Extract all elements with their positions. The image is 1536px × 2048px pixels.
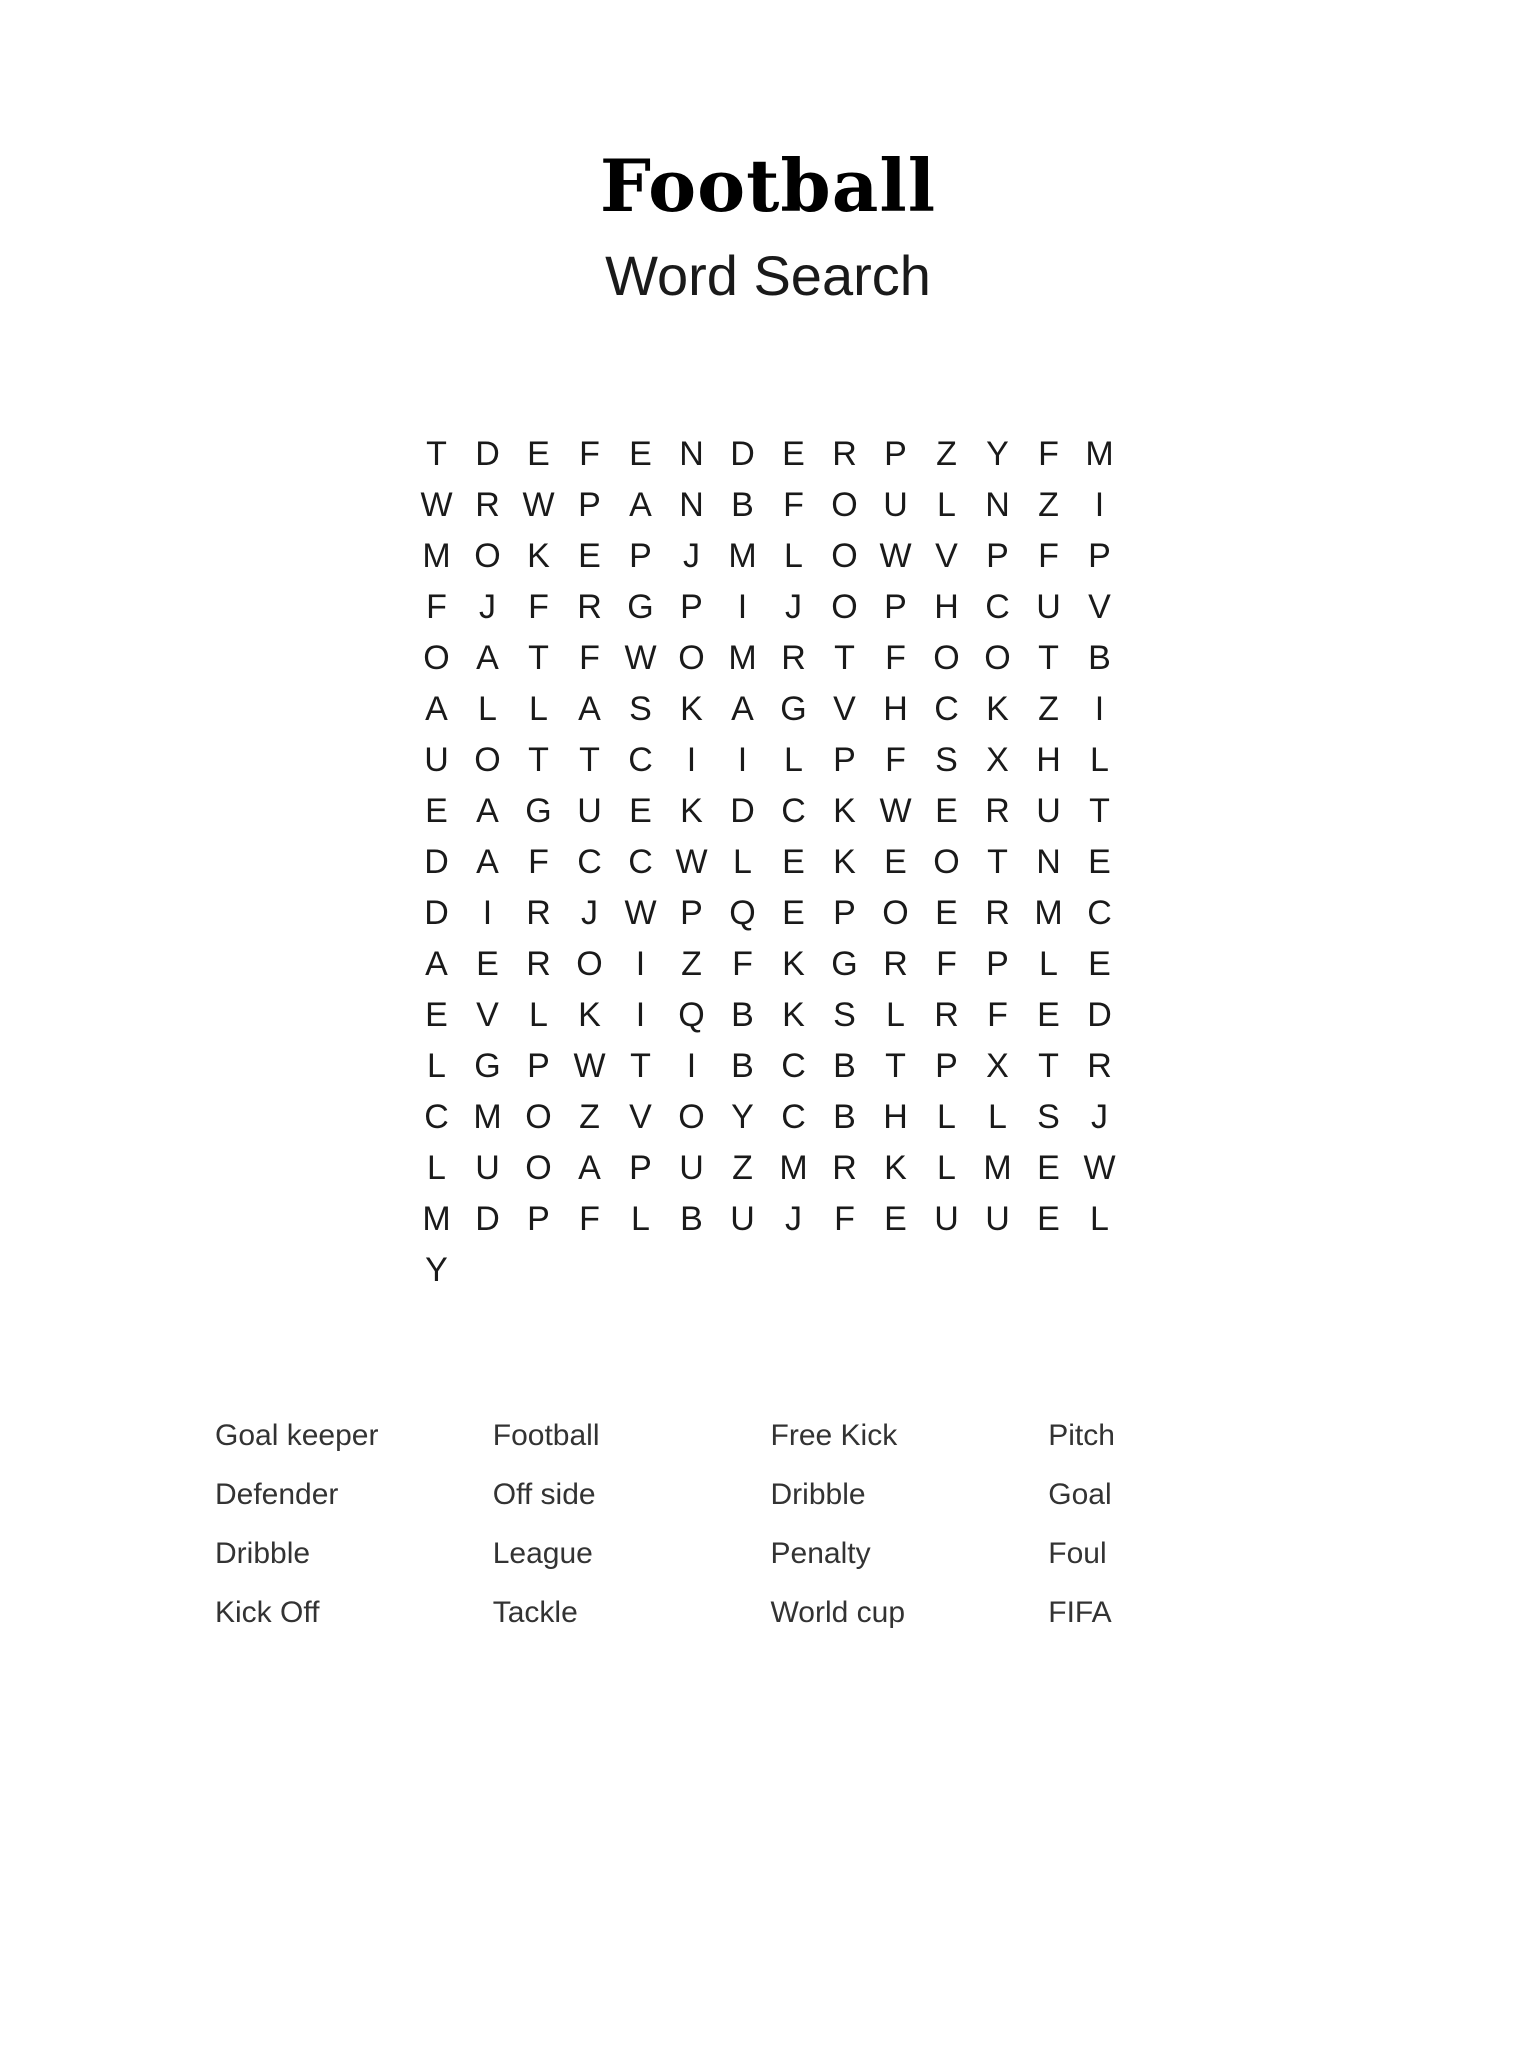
grid-letter: A — [476, 792, 499, 831]
word-list-item: Tackle — [492, 1596, 578, 1630]
grid-letter: E — [1088, 945, 1111, 984]
grid-letter: R — [934, 996, 959, 1035]
grid-letter: G — [831, 945, 858, 984]
grid-letter: A — [578, 1149, 601, 1188]
grid-letter: M — [422, 537, 451, 576]
grid-letter: P — [629, 537, 652, 576]
grid-letter: S — [935, 741, 958, 780]
grid-letter: A — [476, 843, 499, 882]
grid-letter: T — [426, 435, 447, 474]
word-list-item: Free Kick — [770, 1419, 898, 1453]
grid-letter: W — [879, 792, 912, 831]
grid-letter: L — [1090, 741, 1109, 780]
grid-letter: Y — [731, 1098, 754, 1137]
grid-letter: E — [476, 945, 499, 984]
grid-letter: J — [683, 537, 700, 576]
word-list-item: Defender — [215, 1478, 339, 1512]
grid-letter: P — [578, 486, 601, 525]
grid-letter: E — [935, 894, 958, 933]
grid-letter: F — [783, 486, 804, 525]
grid-letter: M — [422, 1200, 451, 1239]
grid-letter: X — [986, 741, 1009, 780]
grid-letter: R — [526, 894, 551, 933]
grid-letter: E — [1037, 1200, 1060, 1239]
word-list-column — [771, 1406, 1049, 1642]
grid-letter: K — [527, 537, 550, 576]
word-list-item: Dribble — [215, 1537, 311, 1571]
grid-letter: O — [678, 639, 705, 678]
grid-letter: K — [884, 1149, 907, 1188]
grid-letter: L — [1090, 1200, 1109, 1239]
grid-letter: O — [882, 894, 909, 933]
grid-letter: N — [679, 486, 704, 525]
grid-letter: D — [730, 792, 755, 831]
grid-letter: R — [832, 1149, 857, 1188]
grid-letter: K — [833, 843, 856, 882]
grid-letter: F — [936, 945, 957, 984]
grid-letter: C — [781, 792, 806, 831]
word-list-column — [1048, 1406, 1326, 1642]
grid-letter: P — [884, 588, 907, 627]
grid-letter: B — [833, 1047, 856, 1086]
grid-letter: U — [679, 1149, 704, 1188]
grid-letter: G — [627, 588, 654, 627]
grid-letter: E — [782, 894, 805, 933]
grid-letter: H — [883, 690, 908, 729]
grid-letter: U — [577, 792, 602, 831]
grid-letter: F — [579, 1200, 600, 1239]
puzzle-grid-container — [0, 429, 1536, 1296]
word-list-item: Kick Off — [215, 1596, 320, 1630]
grid-letter: U — [1036, 588, 1061, 627]
word-list-item: Goal — [1048, 1478, 1112, 1512]
grid-letter: O — [984, 639, 1011, 678]
grid-letter: F — [885, 741, 906, 780]
grid-letter: L — [427, 1149, 446, 1188]
grid-letter: T — [987, 843, 1008, 882]
word-list-item: Penalty — [770, 1537, 871, 1571]
grid-letter: F — [426, 588, 447, 627]
grid-letter: F — [579, 435, 600, 474]
grid-letter: W — [879, 537, 912, 576]
grid-letter: J — [785, 1200, 802, 1239]
grid-letter: O — [831, 588, 858, 627]
grid-letter: O — [933, 639, 960, 678]
grid-letter: T — [579, 741, 600, 780]
grid-letter: I — [686, 1047, 697, 1086]
grid-letter: Z — [579, 1098, 600, 1137]
grid-letter: P — [680, 588, 703, 627]
grid-letter: K — [833, 792, 856, 831]
grid-letter: L — [784, 537, 803, 576]
grid-letter: E — [782, 843, 805, 882]
grid-letter: F — [1038, 537, 1059, 576]
grid-letter: M — [779, 1149, 808, 1188]
grid-letter: O — [831, 486, 858, 525]
grid-letter: N — [985, 486, 1010, 525]
grid-letter: U — [883, 486, 908, 525]
grid-letter: P — [680, 894, 703, 933]
grid-letter: W — [624, 894, 657, 933]
grid-letter: U — [424, 741, 449, 780]
grid-letter: B — [833, 1098, 856, 1137]
grid-letter: L — [427, 1047, 446, 1086]
grid-letter: C — [1087, 894, 1112, 933]
grid-letter: O — [474, 741, 501, 780]
word-list-item: Football — [492, 1419, 600, 1453]
grid-letter: T — [528, 741, 549, 780]
grid-letter: U — [1036, 792, 1061, 831]
grid-letter: I — [686, 741, 697, 780]
grid-letter: T — [630, 1047, 651, 1086]
grid-letter: W — [522, 486, 555, 525]
grid-letter: P — [527, 1047, 550, 1086]
grid-letter: Z — [681, 945, 702, 984]
grid-letter: E — [935, 792, 958, 831]
grid-letter: S — [1037, 1098, 1060, 1137]
grid-letter: I — [482, 894, 493, 933]
grid-letter: I — [737, 588, 748, 627]
grid-letter: E — [425, 996, 448, 1035]
grid-letter: K — [680, 690, 703, 729]
grid-letter: B — [680, 1200, 703, 1239]
grid-letter: H — [883, 1098, 908, 1137]
grid-letter: E — [884, 843, 907, 882]
grid-letter: G — [780, 690, 807, 729]
grid-letter: V — [935, 537, 958, 576]
grid-letter: E — [527, 435, 550, 474]
grid-letter: T — [834, 639, 855, 678]
grid-letter: I — [1094, 486, 1105, 525]
grid-letter: W — [624, 639, 657, 678]
grid-letter: W — [675, 843, 708, 882]
grid-letter: Q — [729, 894, 756, 933]
grid-letter: F — [987, 996, 1008, 1035]
grid-letter: E — [1088, 843, 1111, 882]
grid-letter: V — [833, 690, 856, 729]
word-list-item: Dribble — [770, 1478, 866, 1512]
grid-letter: E — [629, 792, 652, 831]
grid-letter: L — [478, 690, 497, 729]
grid-letter: K — [782, 996, 805, 1035]
grid-letter: H — [1036, 741, 1061, 780]
grid-letter: R — [985, 894, 1010, 933]
grid-letter: O — [525, 1149, 552, 1188]
grid-letter: I — [1094, 690, 1105, 729]
grid-letter: P — [833, 741, 856, 780]
grid-letter: Z — [936, 435, 957, 474]
word-list-item: League — [492, 1537, 593, 1571]
grid-letter: A — [425, 690, 448, 729]
grid-letter: P — [986, 945, 1009, 984]
grid-letter: C — [934, 690, 959, 729]
grid-letter: Z — [732, 1149, 753, 1188]
grid-letter: R — [781, 639, 806, 678]
grid-letter: E — [1037, 996, 1060, 1035]
word-list — [0, 1406, 1536, 1642]
grid-letter: J — [785, 588, 802, 627]
grid-letter: L — [631, 1200, 650, 1239]
grid-letter: T — [528, 639, 549, 678]
grid-letter: D — [475, 1200, 500, 1239]
grid-letter: L — [937, 1098, 956, 1137]
grid-letter: O — [423, 639, 450, 678]
word-list-item: FIFA — [1048, 1596, 1112, 1630]
grid-letter: G — [525, 792, 552, 831]
grid-letter: W — [1083, 1149, 1116, 1188]
grid-letter: E — [629, 435, 652, 474]
grid-letter: C — [985, 588, 1010, 627]
grid-letter: K — [680, 792, 703, 831]
grid-letter: O — [576, 945, 603, 984]
grid-letter: W — [573, 1047, 606, 1086]
grid-letter: J — [581, 894, 598, 933]
grid-letter: U — [934, 1200, 959, 1239]
word-list-item: World cup — [770, 1596, 906, 1630]
grid-letter: D — [424, 843, 449, 882]
grid-letter: L — [988, 1098, 1007, 1137]
grid-letter: L — [937, 486, 956, 525]
grid-letter: Y — [425, 1251, 448, 1290]
word-list-item: Goal keeper — [215, 1419, 379, 1453]
grid-letter: P — [527, 1200, 550, 1239]
grid-letter: M — [1034, 894, 1063, 933]
puzzle-grid — [411, 429, 1125, 1296]
grid-letter: E — [1037, 1149, 1060, 1188]
grid-letter: T — [1089, 792, 1110, 831]
word-list-column — [215, 1406, 493, 1642]
grid-letter: T — [1038, 639, 1059, 678]
grid-letter: R — [1087, 1047, 1112, 1086]
grid-letter: R — [526, 945, 551, 984]
grid-letter: T — [885, 1047, 906, 1086]
grid-letter: A — [425, 945, 448, 984]
page-subtitle: Word Search — [605, 244, 931, 307]
grid-letter: C — [424, 1098, 449, 1137]
grid-letter: L — [937, 1149, 956, 1188]
grid-letter: I — [635, 996, 646, 1035]
grid-letter: I — [635, 945, 646, 984]
grid-letter: O — [933, 843, 960, 882]
grid-letter: W — [420, 486, 453, 525]
grid-letter: A — [476, 639, 499, 678]
grid-letter: D — [424, 894, 449, 933]
grid-letter: P — [833, 894, 856, 933]
grid-letter: A — [629, 486, 652, 525]
grid-letter: N — [1036, 843, 1061, 882]
grid-letter: P — [1088, 537, 1111, 576]
grid-letter: A — [578, 690, 601, 729]
grid-letter: C — [577, 843, 602, 882]
grid-letter: L — [733, 843, 752, 882]
grid-letter: U — [475, 1149, 500, 1188]
grid-letter: C — [628, 741, 653, 780]
grid-letter: K — [578, 996, 601, 1035]
grid-letter: L — [529, 690, 548, 729]
grid-letter: S — [629, 690, 652, 729]
grid-letter: E — [782, 435, 805, 474]
grid-letter: H — [934, 588, 959, 627]
grid-letter: F — [732, 945, 753, 984]
grid-letter: Z — [1038, 486, 1059, 525]
word-list-item: Foul — [1048, 1537, 1107, 1571]
grid-letter: R — [832, 435, 857, 474]
grid-letter: K — [986, 690, 1009, 729]
grid-letter: I — [737, 741, 748, 780]
grid-letter: X — [986, 1047, 1009, 1086]
grid-letter: A — [731, 690, 754, 729]
grid-letter: G — [474, 1047, 501, 1086]
grid-letter: B — [731, 1047, 754, 1086]
grid-letter: Q — [678, 996, 705, 1035]
grid-letter: M — [728, 537, 757, 576]
grid-letter: J — [1091, 1098, 1108, 1137]
grid-letter: L — [886, 996, 905, 1035]
grid-letter: E — [884, 1200, 907, 1239]
grid-letter: O — [525, 1098, 552, 1137]
grid-letter: F — [885, 639, 906, 678]
grid-letter: M — [983, 1149, 1012, 1188]
grid-letter: V — [629, 1098, 652, 1137]
grid-letter: P — [935, 1047, 958, 1086]
grid-letter: M — [728, 639, 757, 678]
grid-letter: B — [731, 486, 754, 525]
grid-letter: F — [579, 639, 600, 678]
grid-letter: Y — [986, 435, 1009, 474]
grid-letter: P — [986, 537, 1009, 576]
grid-letter: N — [679, 435, 704, 474]
grid-letter: D — [1087, 996, 1112, 1035]
grid-letter: V — [1088, 588, 1111, 627]
grid-letter: U — [985, 1200, 1010, 1239]
grid-letter: C — [628, 843, 653, 882]
grid-letter: D — [730, 435, 755, 474]
word-list-item: Off side — [492, 1478, 596, 1512]
word-list-column — [493, 1406, 771, 1642]
grid-letter: E — [425, 792, 448, 831]
grid-letter: B — [731, 996, 754, 1035]
grid-letter: P — [629, 1149, 652, 1188]
grid-letter: C — [781, 1047, 806, 1086]
grid-letter: V — [476, 996, 499, 1035]
grid-letter: M — [473, 1098, 502, 1137]
grid-letter: S — [833, 996, 856, 1035]
grid-letter: M — [1085, 435, 1114, 474]
grid-letter: E — [578, 537, 601, 576]
grid-letter: F — [528, 588, 549, 627]
grid-letter: R — [985, 792, 1010, 831]
grid-letter: K — [782, 945, 805, 984]
grid-letter: B — [1088, 639, 1111, 678]
grid-letter: L — [1039, 945, 1058, 984]
grid-letter: O — [678, 1098, 705, 1137]
grid-letter: O — [474, 537, 501, 576]
grid-letter: U — [730, 1200, 755, 1239]
grid-letter: Z — [1038, 690, 1059, 729]
grid-letter: O — [831, 537, 858, 576]
page-title: Football — [599, 143, 937, 228]
grid-letter: D — [475, 435, 500, 474]
grid-letter: R — [475, 486, 500, 525]
grid-letter: L — [529, 996, 548, 1035]
grid-letter: L — [784, 741, 803, 780]
grid-letter: F — [834, 1200, 855, 1239]
grid-letter: T — [1038, 1047, 1059, 1086]
grid-letter: F — [1038, 435, 1059, 474]
grid-letter: R — [883, 945, 908, 984]
word-list-item: Pitch — [1048, 1419, 1115, 1453]
grid-letter: P — [884, 435, 907, 474]
grid-letter: J — [479, 588, 496, 627]
grid-letter: F — [528, 843, 549, 882]
grid-letter: C — [781, 1098, 806, 1137]
grid-letter: R — [577, 588, 602, 627]
